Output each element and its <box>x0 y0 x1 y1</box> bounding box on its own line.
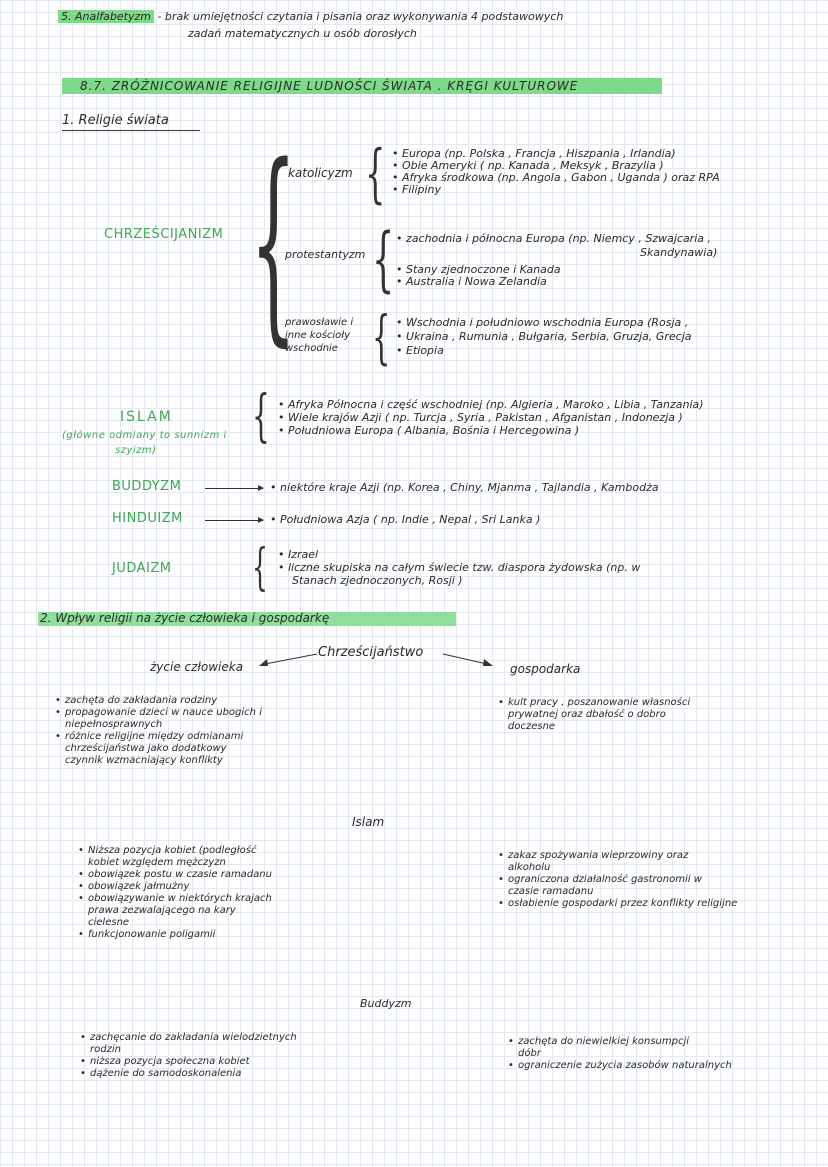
list-item <box>498 886 737 898</box>
islam-note-line2: szyizm) <box>115 445 157 456</box>
protestantism-brace: { <box>372 218 395 300</box>
list-item: • ograniczona działalność gastronomii w <box>498 874 737 886</box>
orthodox-label <box>285 316 353 355</box>
list-item: • obowiązywanie w niektórych krajach <box>78 893 272 905</box>
hinduism-regions: • Południowa Azja ( np. Indie , Nepal , Sri Lanka ) <box>270 513 541 526</box>
life-head: życie człowieka <box>150 660 244 674</box>
part2-heading: 2. Wpływ religii na życie człowieka i gospodarkę <box>40 611 330 625</box>
list-item: • Obie Ameryki ( np. Kanada , Meksyk , Brazylia ) <box>392 160 720 172</box>
list-item <box>78 857 272 869</box>
list-item: • ograniczenie zużycia zasobów naturalnych <box>508 1060 732 1072</box>
list-item-cont: czynnik wzmacniający konflikty <box>65 755 223 766</box>
catholicism-label: katolicyzm <box>288 166 353 180</box>
list-item <box>498 721 690 733</box>
list-item: • zachęcanie do zakładania wielodzietnych <box>80 1032 297 1044</box>
islam-note-line1: (główne odmiany to sunnizm i <box>62 430 227 441</box>
arrow-right-head <box>483 659 493 666</box>
buddhism-economy-list <box>508 1036 732 1072</box>
list-item: • propagowanie dzieci w nauce ubogich i <box>55 707 262 719</box>
orthodox-label-line3: wschodnie <box>285 343 338 354</box>
list-item: • osłabienie gospodarki przez konflikty religijne <box>498 898 737 910</box>
list-item: • obowiązek postu w czasie ramadanu <box>78 869 272 881</box>
islam-label: ISLAM <box>120 409 173 425</box>
list-item-cont: czasie ramadanu <box>508 886 594 897</box>
section-title: 8.7. ZRÓŻNICOWANIE RELIGIJNE LUDNOŚCI ŚWIATA . KRĘGI KULTUROWE <box>80 79 579 93</box>
list-item <box>498 709 690 721</box>
list-item-cont: dóbr <box>518 1048 541 1059</box>
islam-life-list <box>78 845 272 941</box>
orthodox-brace: { <box>372 303 391 371</box>
christianity-economy-list <box>498 697 690 733</box>
judaism-brace: { <box>252 538 268 596</box>
list-item: • Filipiny <box>392 184 720 196</box>
list-item <box>78 917 272 929</box>
list-item: • Ukraina , Rumunia , Bułgaria, Serbia, Gruzja, Grecja <box>396 330 692 344</box>
hinduism-arrow <box>205 520 263 521</box>
list-item: • Etiopia <box>396 344 692 358</box>
buddhism-center-head: Buddyzm <box>360 997 412 1010</box>
catholicism-list <box>392 148 720 196</box>
judaism-item2-cont: Stanach zjednoczonych, Rosji ) <box>292 574 463 587</box>
list-item <box>55 755 262 767</box>
orthodox-list <box>396 316 692 358</box>
list-item: • Południowa Europa ( Albania, Bośnia i Hercegowina ) <box>278 424 704 437</box>
hinduism-regions-text: Południowa Azja ( np. Indie , Nepal , Sri Lanka ) <box>280 513 541 526</box>
part1-heading: 1. Religie świata <box>62 113 169 128</box>
list-item: • Wiele krajów Azji ( np. Turcja , Syria , Pakistan , Afganistan , Indonezja ) <box>278 411 704 424</box>
islam-list <box>278 398 704 437</box>
list-item-cont: cielesne <box>88 917 130 928</box>
list-item: • Afryka środkowa (np. Angola , Gabon , Uganda ) oraz RPA <box>392 172 720 184</box>
islam-center-head: Islam <box>352 815 385 829</box>
buddhism-arrow <box>205 488 263 489</box>
orthodox-label-line1: prawosławie i <box>285 317 354 328</box>
list-item <box>508 1048 732 1060</box>
judaism-list <box>278 548 640 574</box>
judaism-label: JUDAIZM <box>112 561 172 576</box>
list-item-cont: chrześcijaństwa jako dodatkowy <box>65 743 227 754</box>
list-item: • Niższa pozycja kobiet (podległość <box>78 845 272 857</box>
protestantism-list <box>396 232 711 246</box>
orthodox-label-line2: inne kościoły <box>285 330 351 341</box>
christianity-center-head: Chrześcijaństwo <box>318 645 424 660</box>
list-item <box>78 905 272 917</box>
hinduism-label: HINDUIZM <box>112 511 183 526</box>
analfabetyzm-term: 5. Analfabetyzm <box>58 10 154 23</box>
list-item: • Wschodnia i południowo wschodnia Europa (Rosja , <box>396 316 692 330</box>
list-item: • Afryka Północna i część wschodniej (np. Algieria , Maroko , Libia , Tanzania) <box>278 398 704 411</box>
list-item: • zachęta do niewielkiej konsumpcji <box>508 1036 732 1048</box>
list-item: • liczne skupiska na całym świecie tzw. diaspora żydowska (np. w <box>278 561 640 574</box>
part1-heading-underline <box>62 130 200 131</box>
protestantism-item1-cont: Skandynawia) <box>640 246 718 259</box>
list-item-cont: doczesne <box>508 721 556 732</box>
list-item: • Australia i Nowa Zelandia <box>396 276 561 288</box>
economy-head: gospodarka <box>510 662 581 676</box>
list-item-cont: prawa zezwalającego na kary <box>88 905 236 916</box>
top-definition <box>58 10 563 23</box>
christianity-life-list <box>55 695 262 767</box>
list-item: • różnice religijne między odmianami <box>55 731 262 743</box>
list-item: • Izrael <box>278 548 640 561</box>
list-item: • Europa (np. Polska , Francja , Hiszpania , Irlandia) <box>392 148 720 160</box>
buddhism-life-list <box>80 1032 297 1080</box>
top-definition-line1: - brak umiejętności czytania i pisania oraz wykonywania 4 podstawowych <box>157 10 564 23</box>
protestantism-list-2 <box>396 264 561 288</box>
christianity-label: CHRZEŚCIJANIZM <box>104 227 224 242</box>
list-item: • funkcjonowanie poligamii <box>78 929 272 941</box>
list-item: • dążenie do samodoskonalenia <box>80 1068 297 1080</box>
list-item <box>55 719 262 731</box>
arrow-right-line <box>443 654 487 664</box>
list-item-cont: niepełnosprawnych <box>65 719 163 730</box>
list-item-cont: prywatnej oraz dbałość o dobro <box>508 709 666 720</box>
list-item: • zachęta do zakładania rodziny <box>55 695 262 707</box>
list-item: • zachodnia i północna Europa (np. Niemcy , Szwajcaria , <box>396 232 711 246</box>
list-item: • niższa pozycja społeczna kobiet <box>80 1056 297 1068</box>
list-item <box>55 743 262 755</box>
christianity-arrows <box>255 648 495 674</box>
arrow-left-line <box>265 654 317 664</box>
list-item-cont: kobiet względem mężczyzn <box>88 857 226 868</box>
buddhism-label: BUDDYZM <box>112 479 182 494</box>
islam-economy-list <box>498 850 737 910</box>
top-definition-line2: zadań matematycznych u osób dorosłych <box>188 27 417 40</box>
list-item <box>498 862 737 874</box>
protestantism-label: protestantyzm <box>285 248 366 261</box>
list-item: • obowiązek jałmużny <box>78 881 272 893</box>
list-item: • zakaz spożywania wieprzowiny oraz <box>498 850 737 862</box>
catholicism-brace: { <box>365 137 386 211</box>
list-item: • Stany zjednoczone i Kanada <box>396 264 561 276</box>
arrow-left-head <box>259 659 268 666</box>
buddhism-regions: • niektóre kraje Azji (np. Korea , Chiny, Mjanma , Tajlandia , Kambodża <box>270 481 659 494</box>
list-item: • kult pracy , poszanowanie własności <box>498 697 690 709</box>
list-item-cont: alkoholu <box>508 862 551 873</box>
christianity-brace: { <box>250 120 297 365</box>
list-item-cont: rodzin <box>90 1044 121 1055</box>
buddhism-regions-text: niektóre kraje Azji (np. Korea , Chiny, Mjanma , Tajlandia , Kambodża <box>280 481 659 494</box>
islam-brace: { <box>252 384 270 449</box>
list-item <box>80 1044 297 1056</box>
